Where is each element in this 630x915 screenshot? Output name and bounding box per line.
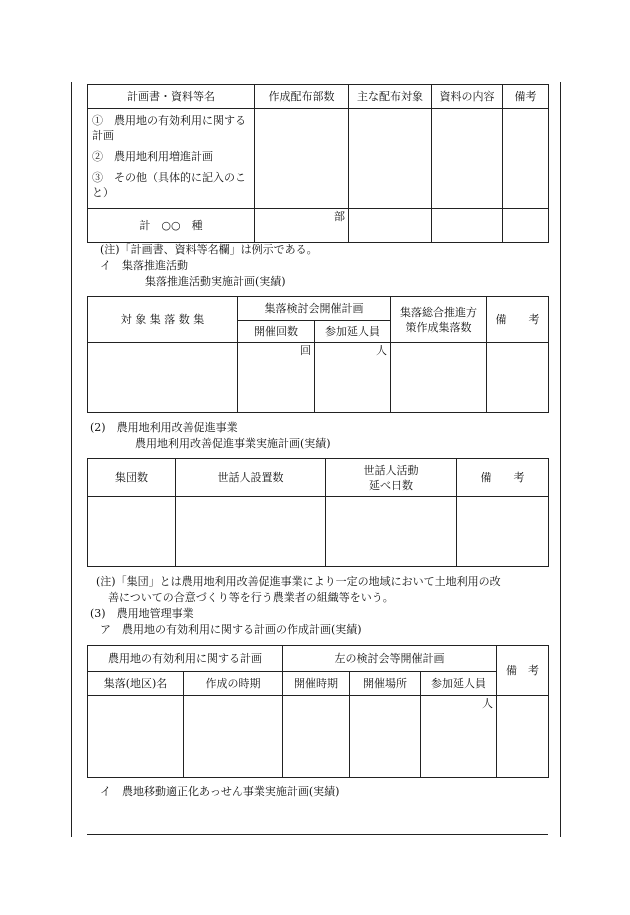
header-copies: 作成配布部数 xyxy=(255,85,349,109)
header-meeting-time: 開催時期 xyxy=(283,672,350,696)
document-item: ③ その他（具体的に記入のこと） xyxy=(92,171,246,199)
header-creation-time: 作成の時期 xyxy=(184,672,283,696)
times-unit: 回 xyxy=(238,343,315,413)
person-unit: 人 xyxy=(315,343,391,413)
total-label: 計 ○○ 種 xyxy=(88,209,255,243)
land-management-table xyxy=(87,645,549,778)
total-content-cell xyxy=(432,209,503,243)
right-margin-line xyxy=(560,82,561,837)
section-heading: (3) 農用地管理事業 xyxy=(90,607,194,620)
remarks-cell xyxy=(497,696,549,778)
activity-days-cell xyxy=(326,497,457,567)
section-heading: イ 集落推進活動 xyxy=(100,259,188,272)
groups-cell xyxy=(88,497,176,567)
content-cell xyxy=(432,109,503,209)
document-item: ① 農用地の有効利用に関する計画 xyxy=(92,114,246,142)
header-plan-villages-line: 集落総合推進方 xyxy=(400,305,477,319)
header-activity-days xyxy=(326,459,457,497)
remarks-cell xyxy=(503,109,549,209)
header-target-villages: 対 象 集 落 数 集 xyxy=(88,297,238,343)
section-heading: (2) 農用地利用改善促進事業 xyxy=(90,421,238,434)
note-2: (注)「集団」とは農用地利用改善促進事業により一定の地域において土地利用の改 xyxy=(96,575,501,588)
header-advisors: 世話人設置数 xyxy=(176,459,326,497)
plan-villages-cell xyxy=(391,343,487,413)
header-remarks: 備考 xyxy=(503,85,549,109)
header-activity-days-line: 延べ日数 xyxy=(369,478,413,492)
header-activity-days-line: 世話人活動 xyxy=(363,463,419,477)
header-participants: 参加延人員 xyxy=(421,672,497,696)
bottom-rule xyxy=(87,834,548,835)
header-groups: 集団数 xyxy=(88,459,176,497)
village-name-cell xyxy=(88,696,184,778)
header-plan-villages-line: 策作成集落数 xyxy=(405,320,472,334)
header-plan-villages xyxy=(391,297,487,343)
header-document-name: 計画書・資料等名 xyxy=(88,85,255,109)
section-subheading: イ 農地移動適正化あっせん事業実施計画(実績) xyxy=(100,785,340,798)
header-meeting-count: 開催回数 xyxy=(238,321,315,343)
documents-table xyxy=(87,84,549,243)
meeting-place-cell xyxy=(350,696,421,778)
document-items-cell xyxy=(88,109,255,209)
header-remarks: 備 考 xyxy=(457,459,549,497)
header-village-name: 集落(地区)名 xyxy=(88,672,184,696)
person-unit: 人 xyxy=(421,696,497,778)
advisors-cell xyxy=(176,497,326,567)
header-participants: 参加延人員 xyxy=(315,321,391,343)
header-plan-group: 農用地の有効利用に関する計画 xyxy=(88,646,283,672)
villages-cell xyxy=(88,343,238,413)
header-meeting-place: 開催場所 xyxy=(350,672,421,696)
land-improvement-table xyxy=(87,458,549,567)
copies-unit: 部 xyxy=(255,209,349,243)
header-remarks: 備 考 xyxy=(487,297,549,343)
table-caption: 集落推進活動実施計画(実績) xyxy=(145,275,286,288)
left-margin-line xyxy=(71,82,72,837)
copies-cell xyxy=(255,109,349,209)
header-remarks: 備 考 xyxy=(497,646,549,696)
total-remarks-cell xyxy=(503,209,549,243)
remarks-cell xyxy=(457,497,549,567)
header-meeting-group: 左の検討会等開催計画 xyxy=(283,646,497,672)
creation-time-cell xyxy=(184,696,283,778)
remarks-cell xyxy=(487,343,549,413)
meeting-time-cell xyxy=(283,696,350,778)
total-recipients-cell xyxy=(349,209,432,243)
note-1: (注)「計画書、資料等名欄」は例示である。 xyxy=(100,243,318,256)
section-subheading: ア 農用地の有効利用に関する計画の作成計画(実績) xyxy=(100,623,362,636)
table-caption: 農用地利用改善促進事業実施計画(実績) xyxy=(135,437,331,450)
header-meeting-plan: 集落検討会開催計画 xyxy=(238,297,391,321)
header-content: 資料の内容 xyxy=(432,85,503,109)
note-2-continued: 善についての合意づくり等を行う農業者の組織等をいう。 xyxy=(108,591,394,604)
recipients-cell xyxy=(349,109,432,209)
header-recipients: 主な配布対象 xyxy=(349,85,432,109)
village-activity-table xyxy=(87,296,549,413)
document-item: ② 農用地利用増進計画 xyxy=(92,150,213,163)
